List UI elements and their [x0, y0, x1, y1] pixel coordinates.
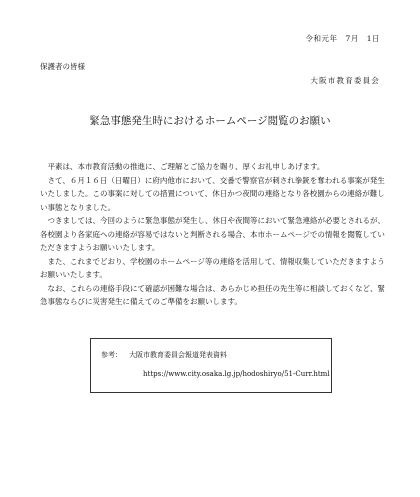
- reference-url-link[interactable]: https://www.city.osaka.lg.jp/hodoshiryo/51-Curr.html: [143, 370, 330, 378]
- body-paragraph-incident: さて、６月１６日（日曜日）に府内他市において、交番で警察官が刺され拳銃を奪われる事案が発生いたしました。この事案に対しての措置について、休日かつ夜間の連絡となり各校園からの連絡が難しい事態となりました。: [40, 175, 385, 212]
- recipient-line: 保護者の皆様: [40, 62, 85, 71]
- body-paragraph-note: なお、これらの連絡手段にて確認が困難な場合は、あらかじめ担任の先生等に相談しておくなど、緊急事態ならびに災害発生に備えてのご準備をお願いします。: [40, 283, 385, 306]
- body-paragraph-request: つきましては、今回のように緊急事態が発生し、休日や夜間等において緊急連絡が必要とされるが、各校園より各家庭への連絡が容易ではないと判断される場合、本市ホームページでの情報を閲覧していただきますようお願いいたします。: [40, 216, 385, 252]
- body-paragraph-continue: また、これまでどおり、学校園のホームページ等の連絡を活用して、情報収集していただきますようお願いいたします。: [40, 256, 385, 279]
- sender-line: 大阪市教育委員会: [310, 76, 380, 85]
- document-body: [40, 160, 385, 309]
- reference-source: 大阪市教育委員会報道発表資料: [129, 351, 227, 359]
- body-paragraph-greeting: 平素は、本市教育活動の推進に、ご理解とご協力を賜り、厚くお礼申しあげます。: [47, 162, 325, 171]
- reference-box: [90, 338, 332, 393]
- document-title: 緊急事態発生時におけるホームページ閲覧のお願い: [89, 115, 331, 127]
- document-date: 令和元年 7月 1日: [305, 34, 380, 43]
- reference-label: 参考：: [101, 351, 122, 359]
